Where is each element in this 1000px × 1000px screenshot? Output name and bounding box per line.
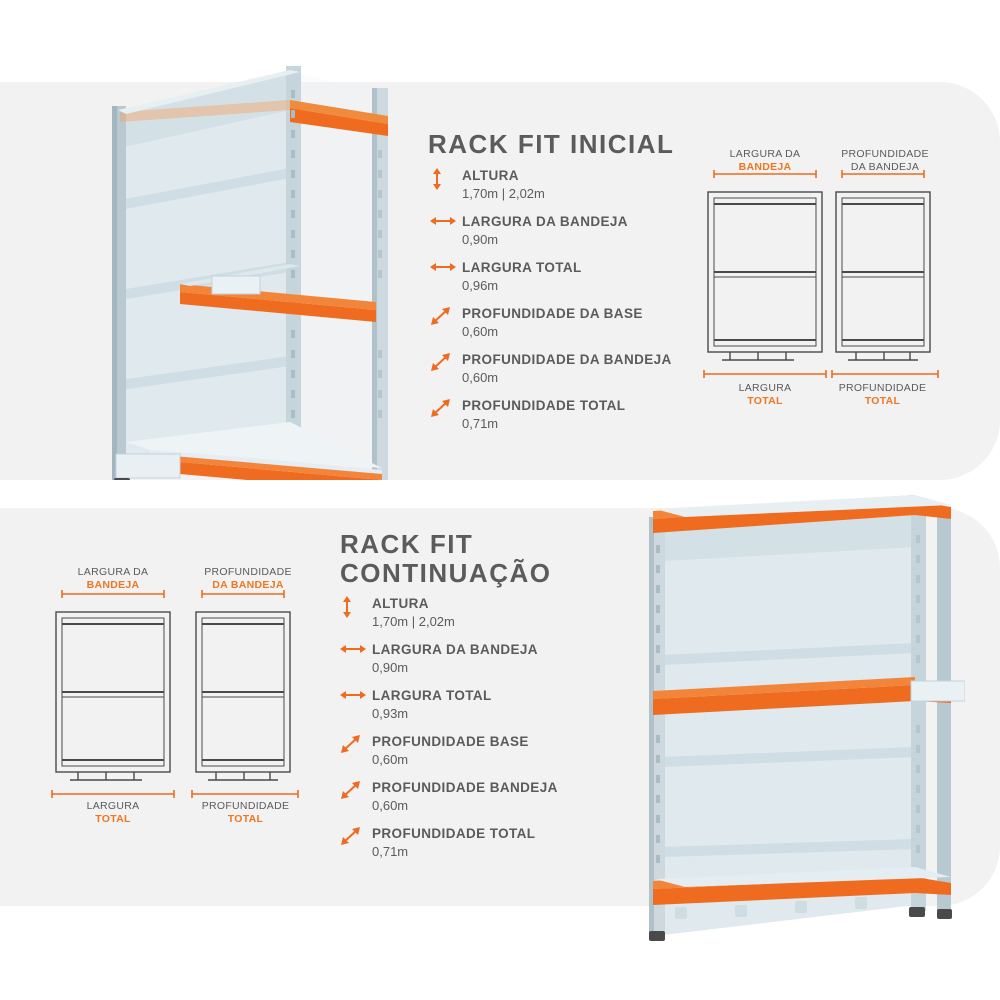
diagram-side-caption-top-inicial: PROFUNDIDADE DA BANDEJA: [841, 148, 929, 174]
spec-largura-total: [340, 688, 630, 721]
width-arrow-icon: [340, 688, 366, 706]
spec-value: 0,71m: [462, 416, 499, 431]
spec-profundidade-base: [430, 306, 710, 339]
spec-value: 0,96m: [462, 278, 499, 293]
spec-largura-total: [430, 260, 710, 293]
spec-label: PROFUNDIDADE BASE: [372, 734, 529, 749]
spec-label: LARGURA DA BANDEJA: [462, 214, 628, 229]
section-title-continuacao: [340, 530, 552, 588]
spec-label: PROFUNDIDADE BANDEJA: [372, 780, 558, 795]
depth-arrow-icon: [340, 826, 366, 844]
rack-fit-continuacao-photo: [615, 495, 965, 945]
spec-altura: [340, 596, 630, 629]
diagram-side-caption-bottom-continuacao: PROFUNDIDADE TOTAL: [201, 800, 290, 826]
spec-altura: [430, 168, 710, 201]
spec-largura-bandeja: [340, 642, 630, 675]
height-arrow-icon: [340, 596, 366, 614]
rack-fit-inicial-photo: [90, 50, 400, 480]
spec-label: PROFUNDIDADE DA BANDEJA: [462, 352, 672, 367]
spec-value: 1,70m | 2,02m: [372, 614, 455, 629]
depth-arrow-icon: [430, 352, 456, 370]
spec-profundidade-total: [340, 826, 630, 859]
spec-label: ALTURA: [372, 596, 429, 611]
spec-profundidade-total: [430, 398, 710, 431]
spec-label: PROFUNDIDADE TOTAL: [372, 826, 536, 841]
diagram-side-caption-bottom-inicial: PROFUNDIDADE TOTAL: [838, 382, 927, 408]
depth-arrow-icon: [430, 306, 456, 324]
depth-arrow-icon: [430, 398, 456, 416]
section-title-inicial: RACK FIT INICIAL: [428, 129, 675, 159]
diagram-front-view-inicial: [700, 146, 830, 386]
width-arrow-icon: [430, 214, 456, 232]
diagram-side-view-continuacao: [188, 566, 308, 806]
diagram-side-view-inicial: [828, 146, 948, 386]
diagram-front-caption-top-continuacao: LARGURA DA BANDEJA: [77, 566, 149, 592]
depth-arrow-icon: [340, 780, 366, 798]
section-title-line1: RACK FIT: [340, 529, 474, 559]
spec-label: PROFUNDIDADE TOTAL: [462, 398, 626, 413]
spec-value: 0,60m: [372, 752, 409, 767]
section-title-line2: CONTINUAÇÃO: [340, 558, 552, 589]
width-arrow-icon: [340, 642, 366, 660]
spec-label: LARGURA DA BANDEJA: [372, 642, 538, 657]
diagram-front-caption-top-inicial: LARGURA DA BANDEJA: [729, 148, 801, 174]
diagram-side-caption-top-continuacao: PROFUNDIDADE DA BANDEJA: [204, 566, 292, 592]
spec-list-inicial: [430, 168, 710, 444]
spec-profundidade-base: [340, 734, 630, 767]
spec-profundidade-bandeja: [340, 780, 630, 813]
spec-value: 0,71m: [372, 844, 409, 859]
diagram-front-view-continuacao: [48, 566, 178, 806]
spec-label: PROFUNDIDADE DA BASE: [462, 306, 643, 321]
spec-value: 1,70m | 2,02m: [462, 186, 545, 201]
spec-value: 0,60m: [462, 370, 499, 385]
spec-value: 0,90m: [462, 232, 499, 247]
spec-largura-bandeja: [430, 214, 710, 247]
width-arrow-icon: [430, 260, 456, 278]
spec-value: 0,60m: [462, 324, 499, 339]
height-arrow-icon: [430, 168, 456, 186]
diagram-front-caption-bottom-inicial: LARGURA TOTAL: [738, 382, 792, 408]
spec-value: 0,93m: [372, 706, 409, 721]
spec-label: ALTURA: [462, 168, 519, 183]
spec-profundidade-bandeja: [430, 352, 710, 385]
spec-list-continuacao: [340, 596, 630, 872]
spec-label: LARGURA TOTAL: [462, 260, 582, 275]
depth-arrow-icon: [340, 734, 366, 752]
diagram-front-caption-bottom-continuacao: LARGURA TOTAL: [86, 800, 140, 826]
spec-label: LARGURA TOTAL: [372, 688, 492, 703]
spec-value: 0,60m: [372, 798, 409, 813]
spec-value: 0,90m: [372, 660, 409, 675]
